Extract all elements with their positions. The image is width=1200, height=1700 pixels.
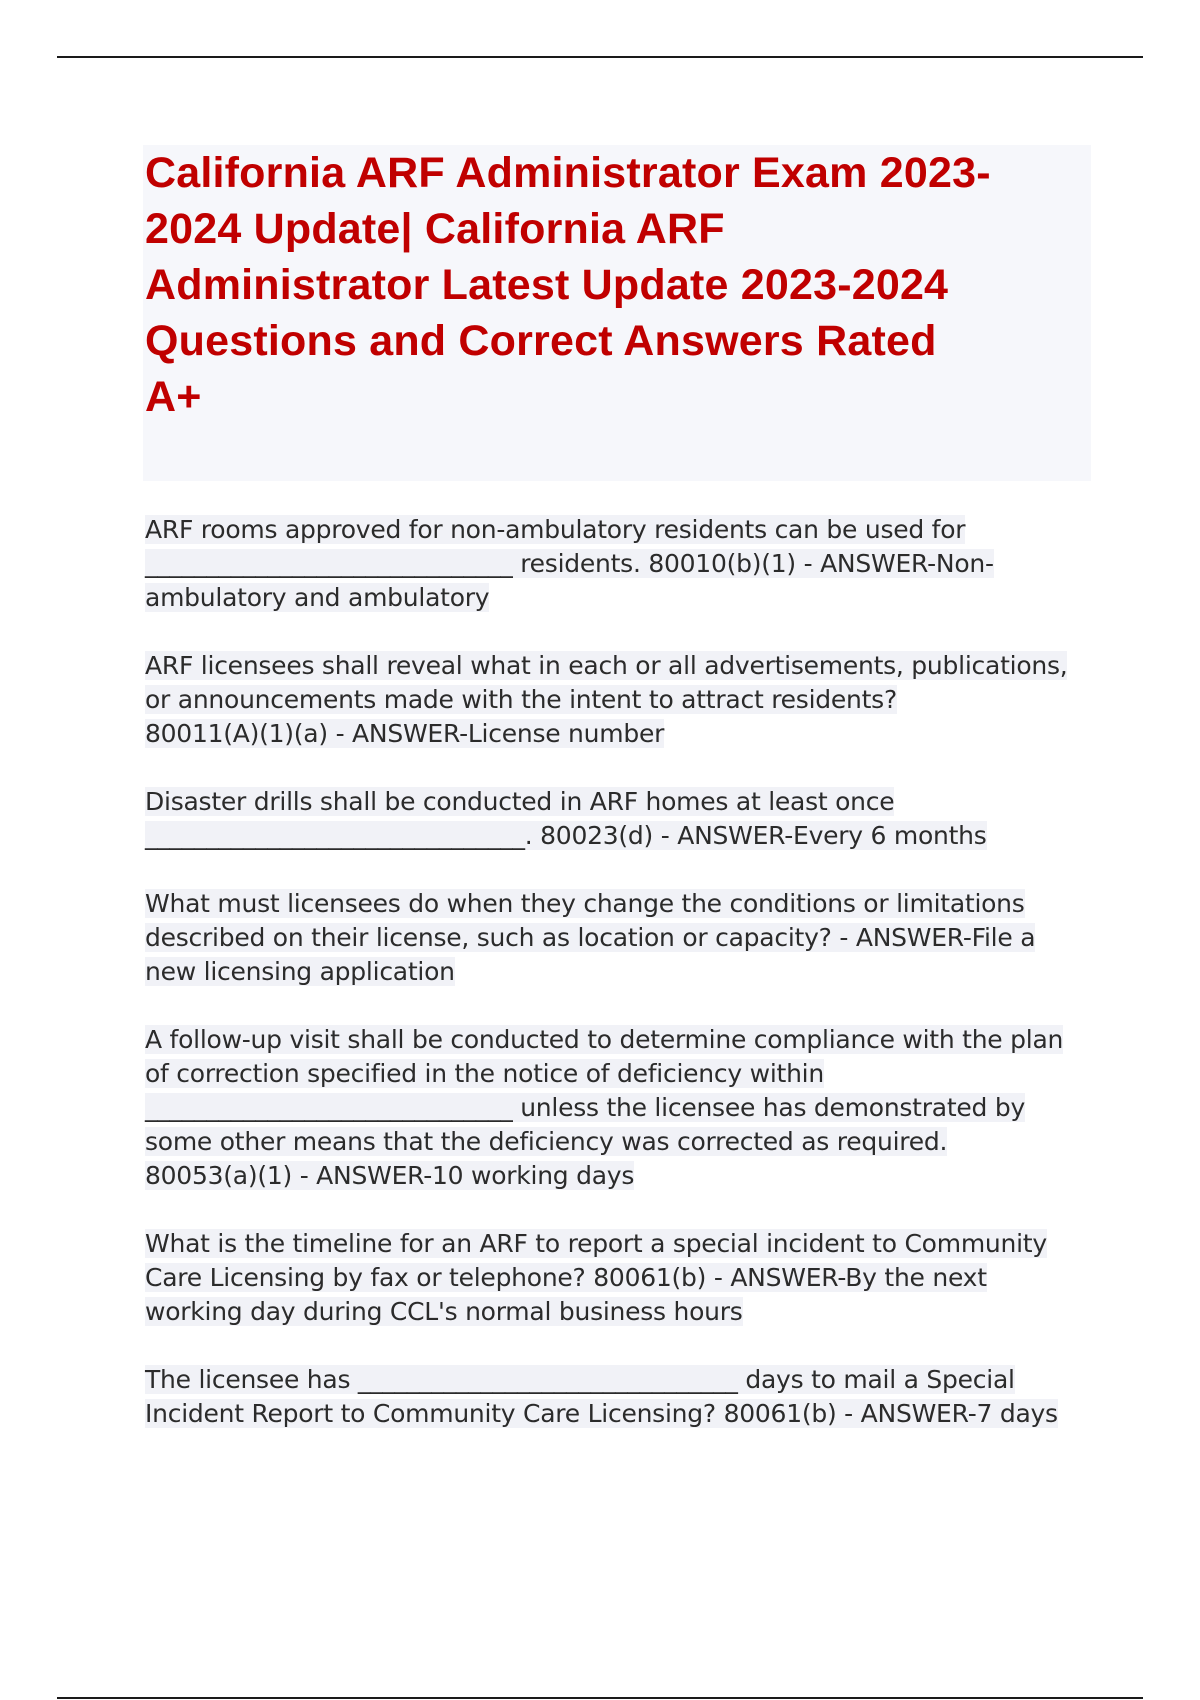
qa-line: _______________________________. 80023(d) - ANSWER-Every 6 months [145, 821, 987, 850]
qa-line: some other means that the deficiency was corrected as required. [145, 1127, 948, 1156]
qa-line: What is the timeline for an ARF to report a special incident to Community [145, 1229, 1047, 1258]
qa-line: described on their license, such as location or capacity? - ANSWER-File a [145, 923, 1036, 952]
qa-line: new licensing application [145, 957, 455, 986]
qa-item [145, 785, 1105, 853]
title-line: California ARF Administrator Exam 2023- [145, 149, 991, 197]
title-line: Administrator Latest Update 2023-2024 [145, 261, 949, 309]
qa-item [145, 649, 1105, 751]
qa-line: or announcements made with the intent to attract residents? [145, 685, 897, 714]
bottom-rule [57, 1697, 1143, 1699]
qa-line: A follow-up visit shall be conducted to determine compliance with the plan [145, 1025, 1064, 1054]
qa-item [145, 1023, 1105, 1193]
qa-line: 80053(a)(1) - ANSWER-10 working days [145, 1161, 635, 1190]
qa-item [145, 1227, 1105, 1329]
question-answer-list [145, 513, 1105, 1465]
qa-line: Disaster drills shall be conducted in ARF homes at least once [145, 787, 895, 816]
qa-line: ambulatory and ambulatory [145, 583, 490, 612]
qa-line: Incident Report to Community Care Licensing? 80061(b) - ANSWER-7 days [145, 1399, 1058, 1428]
qa-line: The licensee has _______________________________ days to mail a Special [145, 1365, 1015, 1394]
qa-line: 80011(A)(1)(a) - ANSWER-License number [145, 719, 665, 748]
qa-line: ARF rooms approved for non-ambulatory residents can be used for [145, 515, 966, 544]
qa-line: ______________________________ residents. 80010(b)(1) - ANSWER-Non- [145, 549, 994, 578]
qa-item [145, 513, 1105, 615]
qa-item [145, 1363, 1105, 1431]
qa-line: Care Licensing by fax or telephone? 80061(b) - ANSWER-By the next [145, 1263, 987, 1292]
qa-item [145, 887, 1105, 989]
top-rule [57, 56, 1143, 58]
qa-line: working day during CCL's normal business hours [145, 1297, 743, 1326]
qa-line: What must licensees do when they change the conditions or limitations [145, 889, 1025, 918]
title-line: A+ [145, 373, 202, 421]
document-title [143, 145, 1091, 425]
qa-line: of correction specified in the notice of deficiency within [145, 1059, 824, 1088]
title-line: Questions and Correct Answers Rated [145, 317, 937, 365]
title-block [143, 145, 1091, 481]
qa-line: ______________________________ unless the licensee has demonstrated by [145, 1093, 1025, 1122]
title-line: 2024 Update| California ARF [145, 205, 725, 253]
qa-line: ARF licensees shall reveal what in each or all advertisements, publications, [145, 651, 1068, 680]
